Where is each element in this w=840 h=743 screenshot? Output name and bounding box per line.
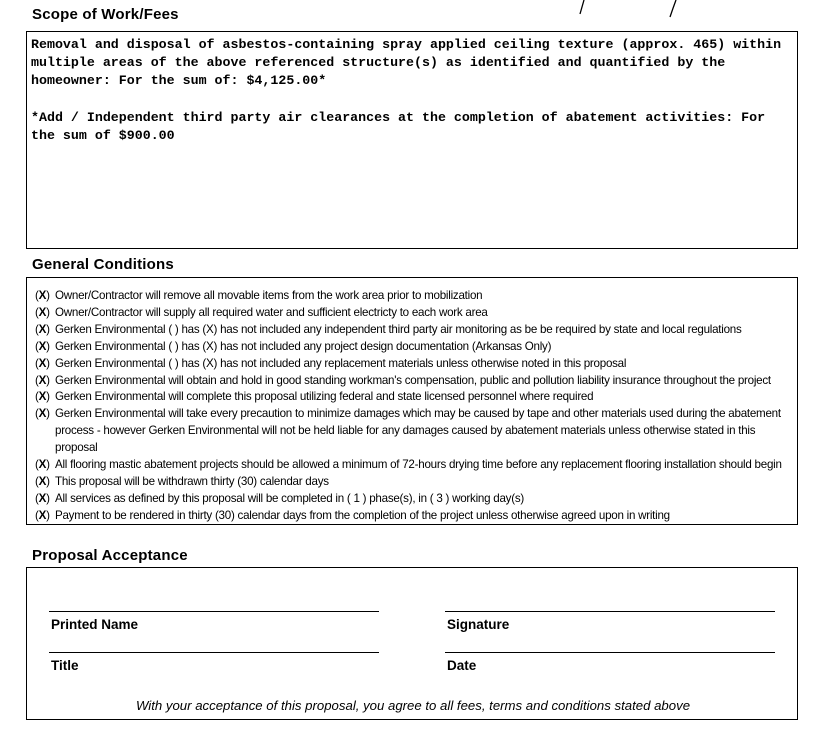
- condition-text: All flooring mastic abatement projects should be allowed a minimum of 72-hours drying time before any replacement flooring installation should begin: [55, 458, 782, 472]
- date-line[interactable]: [445, 652, 775, 653]
- condition-item: [35, 322, 797, 339]
- checkbox-open: (: [35, 508, 39, 522]
- condition-text: Payment to be rendered in thirty (30) calendar days from the completion of the project unless otherwise agreed upon in writing: [55, 508, 670, 522]
- checkbox-close: ): [46, 390, 50, 404]
- checkbox-checked-icon: [35, 339, 50, 356]
- scope-title: Scope of Work/Fees: [32, 6, 179, 23]
- checkbox-close: ): [46, 305, 50, 319]
- checkbox-close: ): [46, 356, 50, 370]
- condition-text: Gerken Environmental ( ) has (X) has not included any replacement materials unless otherwise noted in this proposal: [55, 356, 627, 370]
- checkbox-mark: X: [38, 339, 47, 353]
- condition-item: [35, 305, 797, 322]
- checkbox-open: (: [35, 458, 39, 472]
- checkbox-close: ): [46, 491, 50, 505]
- checkbox-open: (: [35, 289, 39, 302]
- checkbox-mark: X: [38, 289, 47, 302]
- condition-item: [35, 373, 797, 390]
- checkbox-mark: X: [38, 322, 47, 336]
- condition-item: [35, 339, 797, 356]
- checkbox-mark: X: [38, 407, 47, 421]
- condition-item: [35, 491, 797, 508]
- checkbox-checked-icon: [35, 322, 50, 339]
- acceptance-footer: With your acceptance of this proposal, you agree to all fees, terms and conditions stated above: [135, 698, 691, 713]
- condition-text: Gerken Environmental ( ) has (X) has not included any project design documentation (Arkansas Only): [55, 339, 552, 353]
- signature-line[interactable]: [445, 611, 775, 612]
- checkbox-checked-icon: [35, 457, 50, 474]
- condition-text: Owner/Contractor will remove all movable items from the work area prior to mobilization: [55, 289, 483, 302]
- checkbox-close: ): [46, 458, 50, 472]
- checkbox-close: ): [46, 373, 50, 387]
- condition-text: All services as defined by this proposal will be completed in ( 1 ) phase(s), in ( 3 ) working day(s): [55, 491, 524, 505]
- scope-paragraph-2: *Add / Independent third party air clearances at the completion of abatement activities: For the sum of $900.00: [31, 109, 774, 143]
- checkbox-checked-icon: [35, 356, 50, 373]
- condition-item: [35, 389, 797, 406]
- checkbox-close: ): [46, 508, 50, 522]
- acceptance-title: Proposal Acceptance: [32, 547, 188, 564]
- checkbox-open: (: [35, 474, 39, 488]
- condition-item: [35, 474, 797, 491]
- checkbox-open: (: [35, 373, 39, 387]
- checkbox-checked-icon: [35, 508, 50, 525]
- date-label: Date: [447, 658, 477, 673]
- scope-box: [26, 31, 798, 249]
- printed-name-line[interactable]: [49, 611, 379, 612]
- checkbox-open: (: [35, 390, 39, 404]
- checkbox-mark: X: [38, 491, 47, 505]
- condition-item: [35, 508, 797, 525]
- checkbox-close: ): [46, 474, 50, 488]
- condition-text: Gerken Environmental ( ) has (X) has not included any independent third party air monitoring as be be required by state and local regulations: [55, 322, 742, 336]
- condition-text: This proposal will be withdrawn thirty (30) calendar days: [55, 474, 329, 488]
- checkbox-open: (: [35, 491, 39, 505]
- general-conditions-title: General Conditions: [32, 256, 174, 273]
- checkbox-checked-icon: [35, 305, 50, 322]
- checkbox-checked-icon: [35, 474, 50, 491]
- signature-label: Signature: [447, 617, 510, 632]
- checkbox-close: ): [46, 407, 50, 421]
- condition-item: [35, 457, 797, 474]
- checkbox-mark: X: [38, 373, 47, 387]
- checkbox-checked-icon: [35, 491, 50, 508]
- condition-item: [35, 356, 797, 373]
- checkbox-mark: X: [38, 390, 47, 404]
- checkbox-close: ): [46, 289, 50, 302]
- checkbox-mark: X: [38, 356, 47, 370]
- condition-text: Owner/Contractor will supply all required water and sufficient electricty to each work area: [55, 305, 488, 319]
- checkbox-checked-icon: [35, 288, 50, 305]
- checkbox-open: (: [35, 339, 39, 353]
- checkbox-open: (: [35, 407, 39, 421]
- checkbox-checked-icon: [35, 373, 50, 390]
- title-line[interactable]: [49, 652, 379, 653]
- checkbox-mark: X: [38, 458, 47, 472]
- checkbox-checked-icon: [35, 406, 50, 423]
- checkbox-mark: X: [38, 508, 47, 522]
- checkbox-checked-icon: [35, 389, 50, 406]
- checkbox-mark: X: [38, 305, 47, 319]
- checkbox-close: ): [46, 339, 50, 353]
- condition-text: Gerken Environmental will take every precaution to minimize damages which may be caused by tape and other materials used during the abatement process - however Gerken Environmental will not be held liable for any damages caused by abatement materials unless otherwise stated in this proposal: [55, 407, 781, 455]
- condition-text: Gerken Environmental will complete this proposal utilizing federal and state licensed personnel where required: [55, 390, 594, 404]
- checkbox-open: (: [35, 322, 39, 336]
- handwriting-mark: [570, 0, 690, 22]
- title-label: Title: [51, 658, 79, 673]
- condition-text: Gerken Environmental will obtain and hold in good standing workman's compensation, public and pollution liability insurance throughout the project: [55, 373, 771, 387]
- general-conditions-box: [26, 277, 798, 525]
- scope-paragraph-1: Removal and disposal of asbestos-containing spray applied ceiling texture (approx. 465) within multiple areas of the above referenced structure(s) as identified and quantified by the homeowner: For the sum of: $4,125.00*: [31, 37, 790, 89]
- condition-item: [35, 406, 785, 457]
- condition-item: [35, 288, 797, 305]
- acceptance-box: [26, 567, 798, 720]
- printed-name-label: Printed Name: [51, 617, 139, 632]
- checkbox-mark: X: [38, 474, 47, 488]
- checkbox-close: ): [46, 322, 50, 336]
- checkbox-open: (: [35, 305, 39, 319]
- conditions-list: [35, 288, 797, 525]
- checkbox-open: (: [35, 356, 39, 370]
